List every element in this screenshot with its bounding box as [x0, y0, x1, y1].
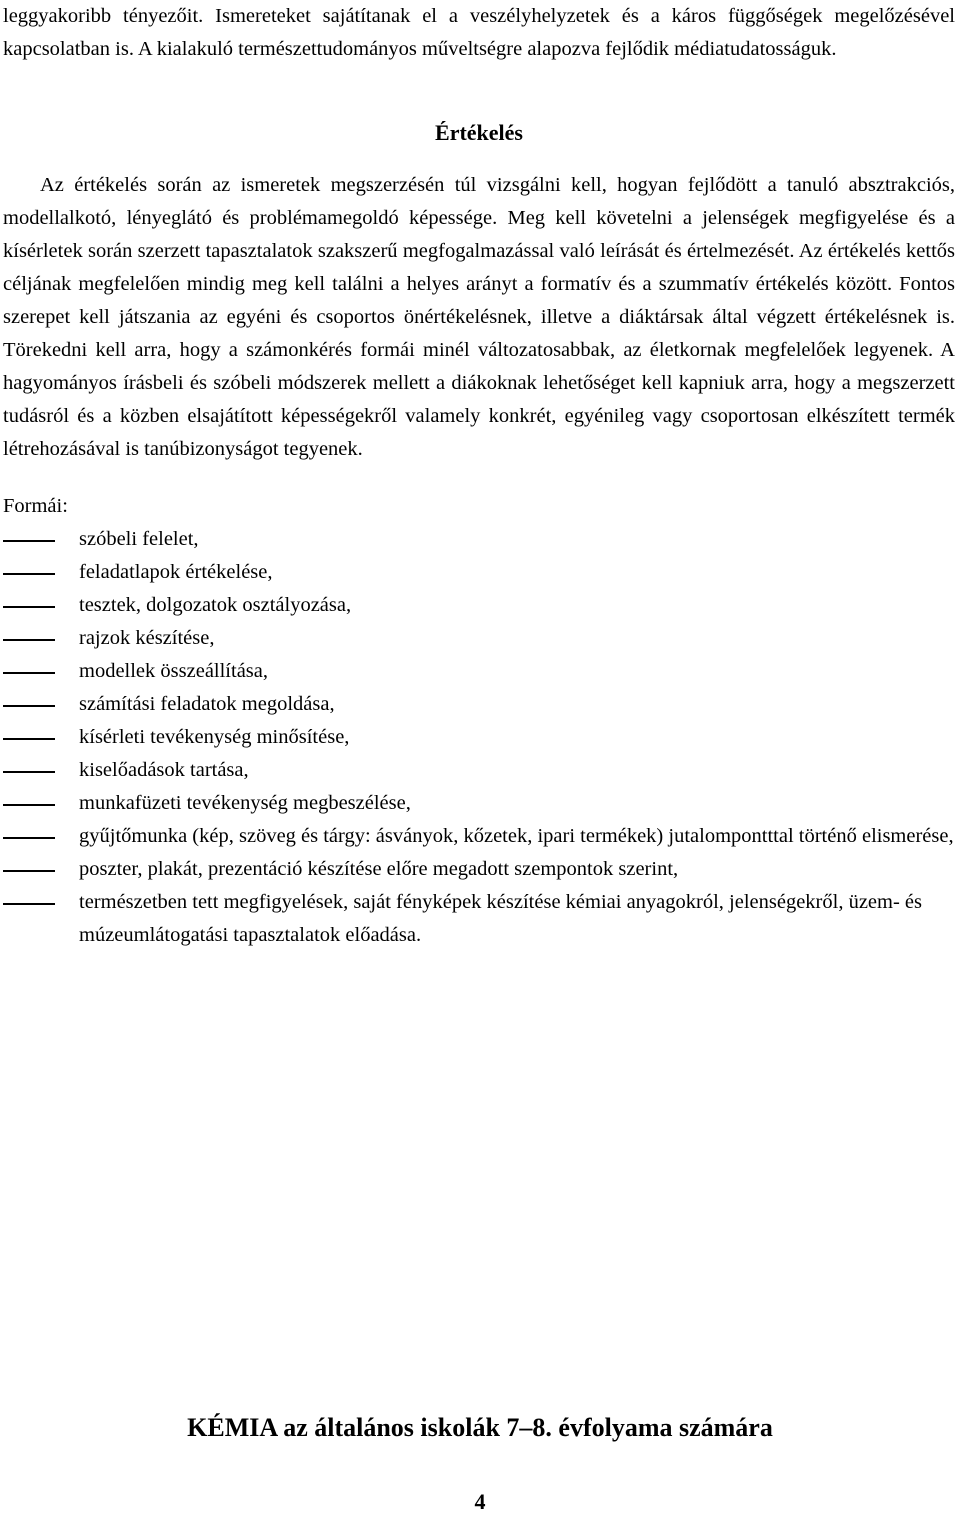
list-item [3, 688, 955, 721]
list-item [3, 589, 955, 622]
list-item [3, 787, 955, 820]
footer-title: KÉMIA az általános iskolák 7–8. évfolyama számára [187, 1413, 773, 1442]
list-item-text: modellek összeállítása, [79, 660, 268, 682]
list-item-text: kísérleti tevékenység minősítése, [79, 726, 350, 748]
list-item [3, 721, 955, 754]
forms-label: Formái: [3, 495, 68, 517]
list-item-text: kiselőadások tartása, [79, 759, 249, 781]
section-title: Értékelés [435, 120, 523, 145]
list-item [3, 754, 955, 787]
list-item-text: rajzok készítése, [79, 627, 215, 649]
forms-list [3, 523, 955, 952]
intro-paragraph: leggyakoribb tényezőit. Ismereteket sajátítanak el a veszélyhelyzetek és a káros függőségek megelőzésével kapcsolatban is. A kialakuló természettudományos műveltségre alapozva fejlődik médiatudatosságuk. [3, 5, 955, 60]
list-item-text: tesztek, dolgozatok osztályozása, [79, 594, 352, 616]
list-item [3, 886, 955, 952]
list-item-text: szóbeli felelet, [79, 528, 199, 550]
document-page [3, 0, 955, 952]
list-item-text: poszter, plakát, prezentáció készítése előre megadott szempontok szerint, [79, 858, 679, 880]
list-item-text: természetben tett megfigyelések, saját fényképek készítése kémiai anyagokról, jelenségekről, üzem- és múzeumlátogatási tapasztalatok előadása. [79, 891, 923, 946]
list-item [3, 622, 955, 655]
list-item [3, 655, 955, 688]
list-item [3, 523, 955, 556]
list-item [3, 853, 955, 886]
list-item [3, 820, 955, 853]
list-item-text: munkafüzeti tevékenység megbeszélése, [79, 792, 411, 814]
list-item-text: feladatlapok értékelése, [79, 561, 273, 583]
list-item-text: gyűjtőmunka (kép, szöveg és tárgy: ásványok, kőzetek, ipari termékek) jutalompontttal történő elismerése, [79, 825, 954, 847]
page-number: 4 [474, 1489, 486, 1514]
assessment-paragraph: Az értékelés során az ismeretek megszerzésén túl vizsgálni kell, hogyan fejlődött a tanuló absztrakciós, modellalkotó, lényeglátó és problémamegoldó képessége. Meg kell követelni a jelenségek megfigyelése és a kísérletek során szerzett tapasztalatok szakszerű megfogalmazással való leírását és értelmezését. Az értékelés kettős céljának megfelelően mindig meg kell találni a helyes arányt a formatív és a szummatív értékelés között. Fontos szerepet kell játszania az egyéni és csoportos önértékelésnek, illetve a diáktársak által végzett értékelésnek is. Törekedni kell arra, hogy a számonkérés formái minél változatosabbak, az életkornak megfelelőek legyenek. A hagyományos írásbeli és szóbeli módszerek mellett a diákoknak lehetőséget kell kapniuk arra, hogy a megszerzett tudásról és a közben elsajátított képességekről valamely konkrét, egyénileg vagy csoportosan elkészített termék létrehozásával is tanúbizonyságot tegyenek. [3, 174, 955, 460]
list-item [3, 556, 955, 589]
list-item-text: számítási feladatok megoldása, [79, 693, 335, 715]
